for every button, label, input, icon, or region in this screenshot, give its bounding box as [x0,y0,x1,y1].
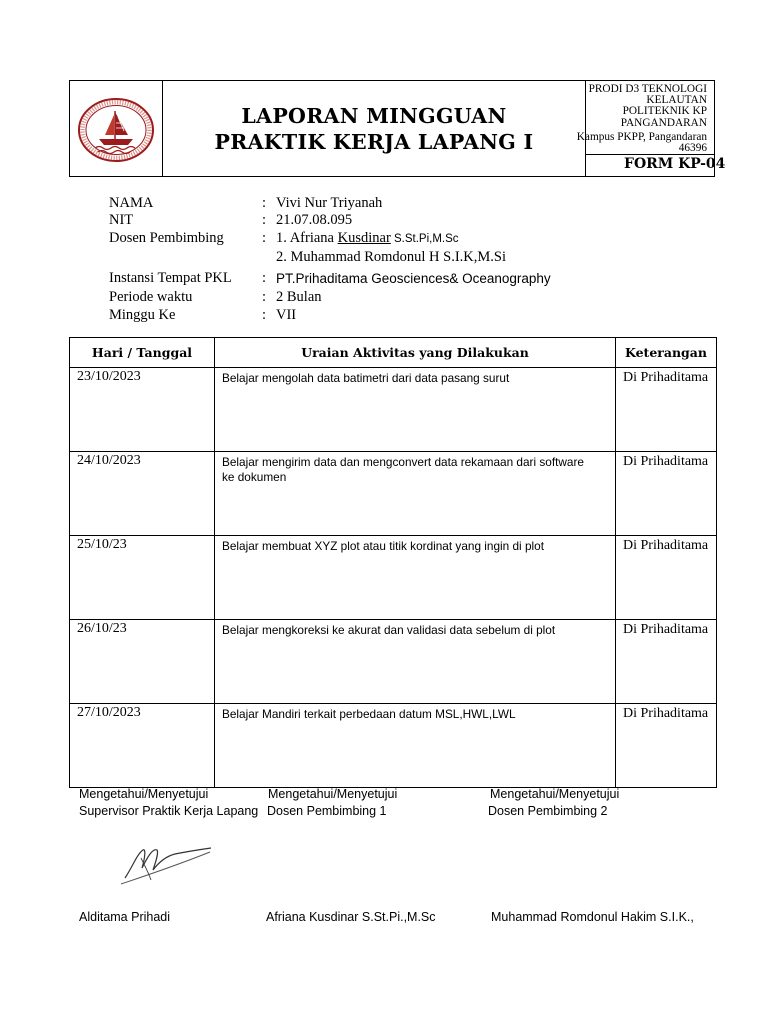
row-activity: Belajar Mandiri terkait perbedaan datum MSL,HWL,LWL [215,704,616,788]
colon: : [262,289,267,305]
row-date: 26/10/23 [70,620,215,704]
row-date: 27/10/2023 [70,704,215,788]
table-row [70,704,717,788]
dosen1-suffix: S.St.Pi,M.Sc [390,233,459,245]
minggu-label: Minggu Ke [109,307,176,323]
dosen2-value: 2. Muhammad Romdonul H S.I.K,M.Si [276,249,506,265]
institution-line: PANGANDARAN [620,117,707,129]
colon: : [262,230,267,246]
dosen1-value [276,230,459,247]
row-note: Di Prihaditama [616,368,717,452]
row-activity: Belajar mengkoreksi ke akurat dan validasi data sebelum di plot [215,620,616,704]
title-cell [163,81,586,176]
dosen-label: Dosen Pembimbing [109,230,224,246]
instansi-value: PT.Prihaditama Geosciences& Oceanography [276,271,551,286]
supervisor-signature-icon [115,836,215,891]
report-header [69,80,726,177]
instansi-label: Instansi Tempat PKL [109,270,232,286]
institution-line: KELAUTAN [646,94,707,106]
minggu-value: VII [276,307,297,323]
colon: : [262,195,267,211]
table-row [70,536,717,620]
nit-value: 21.07.08.095 [276,212,353,228]
periode-value: 2 Bulan [276,289,322,305]
colon: : [262,270,267,286]
row-note: Di Prihaditama [616,704,717,788]
header-note: Keterangan [616,338,717,368]
row-activity: Belajar membuat XYZ plot atau titik kordinat yang ingin di plot [215,536,616,620]
table-row [70,368,717,452]
row-activity: Belajar mengolah data batimetri dari data pasang surut [215,368,616,452]
activity-table [69,337,717,788]
dosen1-underlined: Kusdinar [337,230,391,246]
row-note: Di Prihaditama [616,536,717,620]
nama-value: Vivi Nur Triyanah [276,195,383,211]
supervisor-approve-label: Mengetahui/Menyetujui [79,787,209,801]
institution-line: POLITEKNIK KP [622,105,707,117]
row-activity: Belajar mengirim data dan mengconvert data rekamaan dari software ke dokumen [215,452,616,536]
nit-label: NIT [109,212,134,228]
row-date: 25/10/23 [70,536,215,620]
institution-cell [576,81,714,155]
polytechnic-logo-icon [77,97,155,163]
institution-line: Kampus PKPP, Pangandaran [576,131,707,143]
header-activity: Uraian Aktivitas yang Dilakukan [215,338,616,368]
table-row [70,452,717,536]
row-note: Di Prihaditama [616,620,717,704]
dosen2-name: Muhammad Romdonul Hakim S.I.K., [491,910,694,924]
form-code-cell [586,155,726,176]
supervisor-name: Alditama Prihadi [79,910,171,924]
colon: : [262,307,267,323]
dosen2-role: Dosen Pembimbing 2 [488,804,608,818]
header-date: Hari / Tanggal [70,338,215,368]
logo-cell [70,81,163,176]
table-header-row [70,338,717,368]
dosen1-approve-label: Mengetahui/Menyetujui [268,787,398,801]
row-date: 23/10/2023 [70,368,215,452]
dosen1-role: Dosen Pembimbing 1 [267,804,387,818]
row-date: 24/10/2023 [70,452,215,536]
form-code: FORM KP-04 [624,156,726,172]
dosen1-prefix: 1. Afriana [276,230,338,246]
dosen2-approve-label: Mengetahui/Menyetujui [490,787,620,801]
colon: : [262,212,267,228]
report-title-line-1: LAPORAN MINGGUAN [241,104,507,128]
table-row [70,620,717,704]
report-title-line-2: PRAKTIK KERJA LAPANG I [214,130,534,154]
row-note: Di Prihaditama [616,452,717,536]
institution-line: PRODI D3 TEKNOLOGI [588,83,707,95]
periode-label: Periode waktu [109,289,193,305]
dosen1-name: Afriana Kusdinar S.St.Pi.,M.Sc [266,910,436,924]
supervisor-role: Supervisor Praktik Kerja Lapang [79,804,259,818]
nama-label: NAMA [109,195,154,211]
institution-line: 46396 [678,142,707,154]
